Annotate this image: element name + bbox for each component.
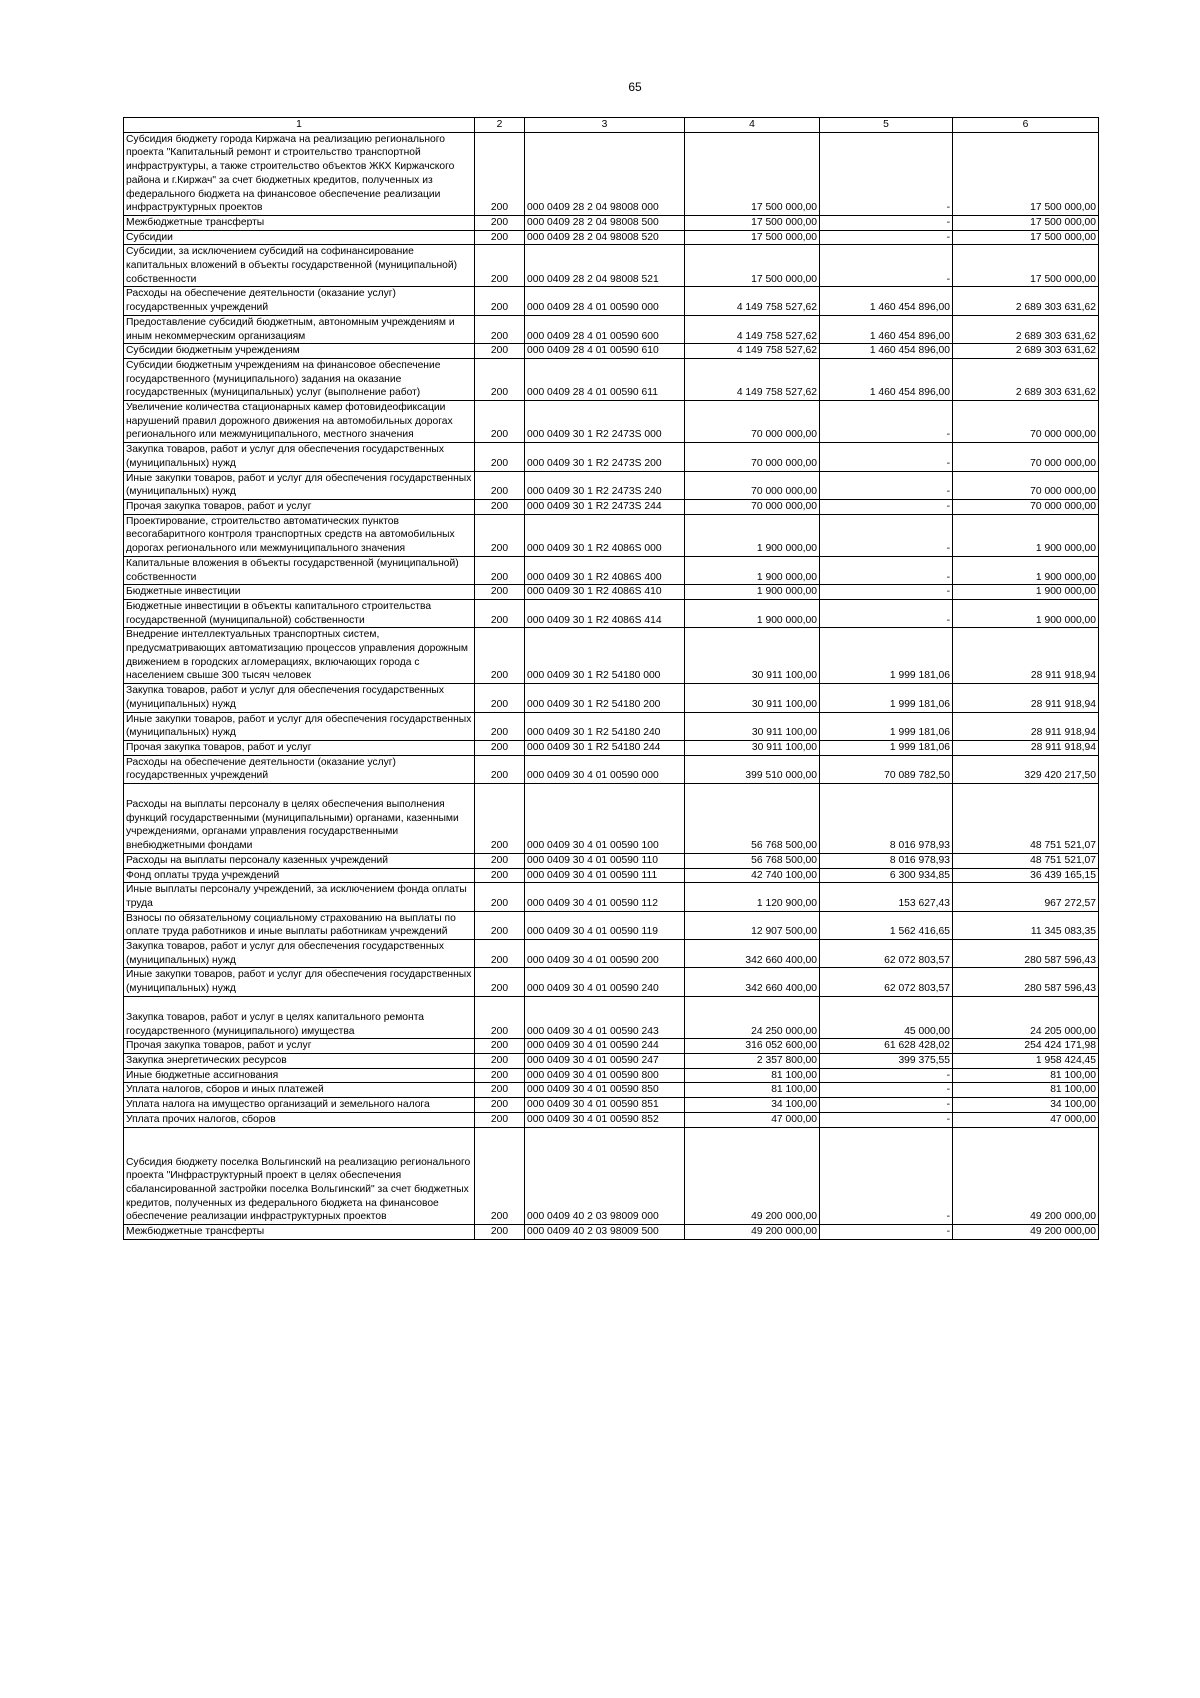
row-col6-cell: 48 751 521,07 — [953, 784, 1099, 854]
row-code-cell: 000 0409 30 1 R2 54180 200 — [525, 684, 685, 712]
row-col6-cell: 254 424 171,98 — [953, 1039, 1099, 1054]
row-code-cell: 000 0409 30 4 01 00590 244 — [525, 1039, 685, 1054]
row-col4-cell: 1 900 000,00 — [685, 585, 820, 600]
row-grbs-cell: 200 — [475, 1225, 525, 1240]
row-code-cell: 000 0409 30 1 R2 4086S 414 — [525, 599, 685, 627]
column-header: 3 — [525, 118, 685, 133]
table-row — [124, 628, 1099, 684]
row-col4-cell: 56 768 500,00 — [685, 853, 820, 868]
row-col6-cell: 967 272,57 — [953, 883, 1099, 911]
page-number: 65 — [628, 80, 642, 94]
row-name-cell — [124, 996, 475, 1038]
row-name-cell: Прочая закупка товаров, работ и услуг — [124, 1039, 475, 1054]
row-col6-cell: 17 500 000,00 — [953, 245, 1099, 287]
row-col4-cell: 30 911 100,00 — [685, 684, 820, 712]
row-grbs-cell: 200 — [475, 740, 525, 755]
row-grbs-cell: 200 — [475, 499, 525, 514]
row-grbs-cell: 200 — [475, 556, 525, 584]
cell-gap — [126, 997, 472, 1011]
row-col5-cell: - — [820, 1098, 953, 1113]
row-col5-cell: 62 072 803,57 — [820, 940, 953, 968]
row-col6-cell: 24 205 000,00 — [953, 996, 1099, 1038]
row-col4-cell: 81 100,00 — [685, 1068, 820, 1083]
row-name-cell: Иные закупки товаров, работ и услуг для обеспечения государственных (муниципальных) нужд — [124, 471, 475, 499]
budget-table — [123, 117, 1099, 1240]
table-row — [124, 132, 1099, 215]
row-grbs-cell: 200 — [475, 215, 525, 230]
table-row — [124, 740, 1099, 755]
row-col4-cell: 399 510 000,00 — [685, 755, 820, 783]
row-col6-cell: 17 500 000,00 — [953, 132, 1099, 215]
table-row — [124, 556, 1099, 584]
row-col5-cell: - — [820, 245, 953, 287]
table-row — [124, 784, 1099, 854]
table-row — [124, 599, 1099, 627]
row-name-cell: Субсидия бюджету города Киржача на реализацию регионального проекта "Капитальный ремонт и строительство транспортной инфраструктуры, а также строительство объектов ЖКХ Киржачского района и г.Киржач" за счет бюджетных кредитов, полученных из федерального бюджета на финансовое обеспечение реализации инфраструктурных проектов — [124, 132, 475, 215]
row-code-cell: 000 0409 30 4 01 00590 000 — [525, 755, 685, 783]
row-code-cell: 000 0409 30 4 01 00590 100 — [525, 784, 685, 854]
table-row — [124, 1083, 1099, 1098]
row-name-text: Расходы на выплаты персоналу в целях обеспечения выполнения функций государственными (муниципальными) органами, казенными учреждениями, органами управления государственными внебюджетными фондами — [126, 799, 459, 852]
row-col6-cell: 280 587 596,43 — [953, 940, 1099, 968]
table-row — [124, 499, 1099, 514]
row-col4-cell: 1 900 000,00 — [685, 556, 820, 584]
row-name-cell: Межбюджетные трансферты — [124, 1225, 475, 1240]
row-col4-cell: 47 000,00 — [685, 1112, 820, 1127]
row-col6-cell: 70 000 000,00 — [953, 401, 1099, 443]
row-col6-cell: 1 900 000,00 — [953, 514, 1099, 556]
row-grbs-cell: 200 — [475, 514, 525, 556]
row-col4-cell: 1 120 900,00 — [685, 883, 820, 911]
cell-gap — [126, 1128, 472, 1156]
row-code-cell: 000 0409 30 1 R2 4086S 400 — [525, 556, 685, 584]
row-col4-cell: 49 200 000,00 — [685, 1127, 820, 1225]
row-name-cell: Иные бюджетные ассигнования — [124, 1068, 475, 1083]
column-header: 2 — [475, 118, 525, 133]
row-name-cell: Межбюджетные трансферты — [124, 215, 475, 230]
row-code-cell: 000 0409 30 4 01 00590 800 — [525, 1068, 685, 1083]
row-grbs-cell: 200 — [475, 1083, 525, 1098]
row-grbs-cell: 200 — [475, 1127, 525, 1225]
row-grbs-cell: 200 — [475, 968, 525, 996]
table-row — [124, 471, 1099, 499]
row-grbs-cell: 200 — [475, 1039, 525, 1054]
row-code-cell: 000 0409 28 2 04 98008 521 — [525, 245, 685, 287]
row-grbs-cell: 200 — [475, 245, 525, 287]
row-col6-cell: 81 100,00 — [953, 1083, 1099, 1098]
column-header: 4 — [685, 118, 820, 133]
row-name-cell: Расходы на обеспечение деятельности (оказание услуг) государственных учреждений — [124, 287, 475, 315]
row-grbs-cell: 200 — [475, 1068, 525, 1083]
table-row — [124, 883, 1099, 911]
row-grbs-cell: 200 — [475, 287, 525, 315]
row-name-text: Субсидия бюджету поселка Вольгинский на реализацию регионального проекта "Инфраструктурный проект в целях обеспечения сбалансированной застройки поселка Вольгинский" за счет бюджетных кредитов, полученных из федерального бюджета на финансовое обеспечение реализации инфраструктурных проектов — [126, 1156, 471, 1223]
row-name-cell: Закупка энергетических ресурсов — [124, 1054, 475, 1069]
table-row — [124, 1127, 1099, 1225]
row-col5-cell: - — [820, 499, 953, 514]
row-code-cell: 000 0409 30 1 R2 2473S 000 — [525, 401, 685, 443]
row-code-cell: 000 0409 30 4 01 00590 112 — [525, 883, 685, 911]
row-code-cell: 000 0409 30 1 R2 54180 240 — [525, 712, 685, 740]
column-header: 6 — [953, 118, 1099, 133]
row-col6-cell: 28 911 918,94 — [953, 684, 1099, 712]
row-col4-cell: 342 660 400,00 — [685, 940, 820, 968]
row-col4-cell: 4 149 758 527,62 — [685, 287, 820, 315]
row-name-cell: Иные выплаты персоналу учреждений, за исключением фонда оплаты труда — [124, 883, 475, 911]
row-grbs-cell: 200 — [475, 684, 525, 712]
table-row — [124, 215, 1099, 230]
row-col4-cell: 30 911 100,00 — [685, 740, 820, 755]
row-code-cell: 000 0409 30 1 R2 4086S 000 — [525, 514, 685, 556]
row-code-cell: 000 0409 30 1 R2 54180 000 — [525, 628, 685, 684]
row-col5-cell: - — [820, 471, 953, 499]
row-code-cell: 000 0409 28 4 01 00590 000 — [525, 287, 685, 315]
table-row — [124, 968, 1099, 996]
row-col6-cell: 17 500 000,00 — [953, 230, 1099, 245]
row-col6-cell: 49 200 000,00 — [953, 1127, 1099, 1225]
row-col6-cell: 70 000 000,00 — [953, 471, 1099, 499]
row-name-cell: Закупка товаров, работ и услуг для обеспечения государственных (муниципальных) нужд — [124, 684, 475, 712]
row-code-cell: 000 0409 28 2 04 98008 500 — [525, 215, 685, 230]
column-header: 5 — [820, 118, 953, 133]
row-code-cell: 000 0409 30 1 R2 2473S 200 — [525, 443, 685, 471]
row-col6-cell: 1 958 424,45 — [953, 1054, 1099, 1069]
row-col6-cell: 81 100,00 — [953, 1068, 1099, 1083]
row-grbs-cell: 200 — [475, 401, 525, 443]
table-row — [124, 514, 1099, 556]
row-name-cell: Уплата прочих налогов, сборов — [124, 1112, 475, 1127]
table-row — [124, 287, 1099, 315]
row-col5-cell: - — [820, 1112, 953, 1127]
table-row — [124, 230, 1099, 245]
row-col5-cell: - — [820, 1127, 953, 1225]
table-row — [124, 755, 1099, 783]
table-row — [124, 1112, 1099, 1127]
row-grbs-cell: 200 — [475, 230, 525, 245]
table-row — [124, 358, 1099, 400]
table-row — [124, 996, 1099, 1038]
row-col4-cell: 81 100,00 — [685, 1083, 820, 1098]
row-col6-cell: 70 000 000,00 — [953, 443, 1099, 471]
row-name-cell: Иные закупки товаров, работ и услуг для обеспечения государственных (муниципальных) нужд — [124, 712, 475, 740]
table-row — [124, 443, 1099, 471]
row-col4-cell: 1 900 000,00 — [685, 599, 820, 627]
row-col5-cell: - — [820, 401, 953, 443]
row-code-cell: 000 0409 30 1 R2 54180 244 — [525, 740, 685, 755]
row-grbs-cell: 200 — [475, 599, 525, 627]
row-col4-cell: 17 500 000,00 — [685, 245, 820, 287]
row-code-cell: 000 0409 40 2 03 98009 000 — [525, 1127, 685, 1225]
row-col6-cell: 280 587 596,43 — [953, 968, 1099, 996]
row-col4-cell: 17 500 000,00 — [685, 132, 820, 215]
row-grbs-cell: 200 — [475, 911, 525, 939]
row-code-cell: 000 0409 28 2 04 98008 520 — [525, 230, 685, 245]
row-grbs-cell: 200 — [475, 712, 525, 740]
row-name-cell: Уплата налогов, сборов и иных платежей — [124, 1083, 475, 1098]
row-col4-cell: 30 911 100,00 — [685, 628, 820, 684]
row-name-cell: Иные закупки товаров, работ и услуг для обеспечения государственных (муниципальных) нужд — [124, 968, 475, 996]
row-col6-cell: 70 000 000,00 — [953, 499, 1099, 514]
row-col5-cell: 399 375,55 — [820, 1054, 953, 1069]
row-col5-cell: - — [820, 556, 953, 584]
row-grbs-cell: 200 — [475, 996, 525, 1038]
row-grbs-cell: 200 — [475, 868, 525, 883]
table-row — [124, 344, 1099, 359]
table-row — [124, 1068, 1099, 1083]
row-col5-cell: - — [820, 443, 953, 471]
row-col6-cell: 28 911 918,94 — [953, 740, 1099, 755]
row-col5-cell: 1 460 454 896,00 — [820, 315, 953, 343]
row-col5-cell: 8 016 978,93 — [820, 853, 953, 868]
row-col5-cell: - — [820, 215, 953, 230]
row-name-cell: Закупка товаров, работ и услуг для обеспечения государственных (муниципальных) нужд — [124, 443, 475, 471]
row-col5-cell: 62 072 803,57 — [820, 968, 953, 996]
row-col5-cell: - — [820, 585, 953, 600]
row-name-cell: Прочая закупка товаров, работ и услуг — [124, 740, 475, 755]
row-grbs-cell: 200 — [475, 940, 525, 968]
row-col6-cell: 48 751 521,07 — [953, 853, 1099, 868]
row-code-cell: 000 0409 30 4 01 00590 243 — [525, 996, 685, 1038]
row-col4-cell: 42 740 100,00 — [685, 868, 820, 883]
row-col6-cell: 49 200 000,00 — [953, 1225, 1099, 1240]
table-row — [124, 911, 1099, 939]
row-col6-cell: 329 420 217,50 — [953, 755, 1099, 783]
table-row — [124, 868, 1099, 883]
row-col4-cell: 4 149 758 527,62 — [685, 358, 820, 400]
table-row — [124, 315, 1099, 343]
row-col6-cell: 2 689 303 631,62 — [953, 358, 1099, 400]
table-row — [124, 1225, 1099, 1240]
row-col5-cell: 1 460 454 896,00 — [820, 358, 953, 400]
row-col6-cell: 1 900 000,00 — [953, 599, 1099, 627]
row-grbs-cell: 200 — [475, 315, 525, 343]
row-col4-cell: 49 200 000,00 — [685, 1225, 820, 1240]
row-name-cell: Прочая закупка товаров, работ и услуг — [124, 499, 475, 514]
row-col5-cell: 1 460 454 896,00 — [820, 344, 953, 359]
row-code-cell: 000 0409 30 1 R2 4086S 410 — [525, 585, 685, 600]
row-name-cell: Взносы по обязательному социальному страхованию на выплаты по оплате труда работников и иные выплаты работникам учреждений — [124, 911, 475, 939]
row-code-cell: 000 0409 30 1 R2 2473S 240 — [525, 471, 685, 499]
row-code-cell: 000 0409 28 4 01 00590 611 — [525, 358, 685, 400]
row-col5-cell: 153 627,43 — [820, 883, 953, 911]
row-col6-cell: 11 345 083,35 — [953, 911, 1099, 939]
row-name-cell: Уплата налога на имущество организаций и земельного налога — [124, 1098, 475, 1113]
row-name-cell — [124, 784, 475, 854]
row-grbs-cell: 200 — [475, 1054, 525, 1069]
table-row — [124, 684, 1099, 712]
row-name-cell: Бюджетные инвестиции — [124, 585, 475, 600]
row-grbs-cell: 200 — [475, 132, 525, 215]
row-code-cell: 000 0409 30 4 01 00590 851 — [525, 1098, 685, 1113]
row-col4-cell: 56 768 500,00 — [685, 784, 820, 854]
row-grbs-cell: 200 — [475, 628, 525, 684]
row-col5-cell: - — [820, 1225, 953, 1240]
row-col4-cell: 70 000 000,00 — [685, 401, 820, 443]
row-col6-cell: 28 911 918,94 — [953, 712, 1099, 740]
row-col5-cell: - — [820, 599, 953, 627]
row-col5-cell: - — [820, 230, 953, 245]
row-code-cell: 000 0409 30 4 01 00590 247 — [525, 1054, 685, 1069]
row-col4-cell: 70 000 000,00 — [685, 471, 820, 499]
row-code-cell: 000 0409 28 2 04 98008 000 — [525, 132, 685, 215]
row-grbs-cell: 200 — [475, 784, 525, 854]
row-col5-cell: 70 089 782,50 — [820, 755, 953, 783]
row-col5-cell: 6 300 934,85 — [820, 868, 953, 883]
row-col4-cell: 316 052 600,00 — [685, 1039, 820, 1054]
row-col4-cell: 70 000 000,00 — [685, 499, 820, 514]
row-code-cell: 000 0409 30 4 01 00590 850 — [525, 1083, 685, 1098]
row-col5-cell: 45 000,00 — [820, 996, 953, 1038]
row-name-cell: Увеличение количества стационарных камер фотовидеофиксации нарушений правил дорожного движения на автомобильных дорогах регионального или межмуниципального, местного значения — [124, 401, 475, 443]
row-name-cell: Капитальные вложения в объекты государственной (муниципальной) собственности — [124, 556, 475, 584]
row-name-cell: Предоставление субсидий бюджетным, автономным учреждениям и иным некоммерческим организациям — [124, 315, 475, 343]
table-row — [124, 401, 1099, 443]
row-name-cell: Субсидии бюджетным учреждениям — [124, 344, 475, 359]
row-col4-cell: 34 100,00 — [685, 1098, 820, 1113]
column-header: 1 — [124, 118, 475, 133]
table-body — [124, 132, 1099, 1239]
row-col4-cell: 4 149 758 527,62 — [685, 344, 820, 359]
row-col4-cell: 2 357 800,00 — [685, 1054, 820, 1069]
row-col5-cell: 1 999 181,06 — [820, 628, 953, 684]
row-grbs-cell: 200 — [475, 358, 525, 400]
row-name-cell: Закупка товаров, работ и услуг для обеспечения государственных (муниципальных) нужд — [124, 940, 475, 968]
row-name-cell: Фонд оплаты труда учреждений — [124, 868, 475, 883]
row-col5-cell: 8 016 978,93 — [820, 784, 953, 854]
row-col6-cell: 47 000,00 — [953, 1112, 1099, 1127]
row-col4-cell: 17 500 000,00 — [685, 230, 820, 245]
row-grbs-cell: 200 — [475, 471, 525, 499]
row-name-cell: Субсидии — [124, 230, 475, 245]
row-col4-cell: 4 149 758 527,62 — [685, 315, 820, 343]
row-col4-cell: 24 250 000,00 — [685, 996, 820, 1038]
row-name-text: Закупка товаров, работ и услуг в целях капитального ремонта государственного (муниципального) имущества — [126, 1011, 425, 1037]
row-col6-cell: 28 911 918,94 — [953, 628, 1099, 684]
row-col5-cell: 61 628 428,02 — [820, 1039, 953, 1054]
row-grbs-cell: 200 — [475, 1098, 525, 1113]
table-row — [124, 940, 1099, 968]
row-code-cell: 000 0409 30 4 01 00590 110 — [525, 853, 685, 868]
row-name-cell: Бюджетные инвестиции в объекты капитального строительства государственной (муниципальной) собственности — [124, 599, 475, 627]
table-row — [124, 853, 1099, 868]
row-col6-cell: 2 689 303 631,62 — [953, 287, 1099, 315]
table-row — [124, 712, 1099, 740]
row-col5-cell: - — [820, 132, 953, 215]
row-grbs-cell: 200 — [475, 755, 525, 783]
row-col4-cell: 70 000 000,00 — [685, 443, 820, 471]
row-col6-cell: 1 900 000,00 — [953, 556, 1099, 584]
row-name-cell: Расходы на обеспечение деятельности (оказание услуг) государственных учреждений — [124, 755, 475, 783]
row-name-cell — [124, 1127, 475, 1225]
row-col5-cell: 1 562 416,65 — [820, 911, 953, 939]
row-code-cell: 000 0409 28 4 01 00590 600 — [525, 315, 685, 343]
table-row — [124, 245, 1099, 287]
row-col4-cell: 1 900 000,00 — [685, 514, 820, 556]
row-code-cell: 000 0409 30 4 01 00590 240 — [525, 968, 685, 996]
row-name-cell: Субсидии, за исключением субсидий на софинансирование капитальных вложений в объекты государственной (муниципальной) собственности — [124, 245, 475, 287]
row-code-cell: 000 0409 30 4 01 00590 111 — [525, 868, 685, 883]
row-code-cell: 000 0409 40 2 03 98009 500 — [525, 1225, 685, 1240]
row-col6-cell: 1 900 000,00 — [953, 585, 1099, 600]
row-col4-cell: 12 907 500,00 — [685, 911, 820, 939]
row-col4-cell: 342 660 400,00 — [685, 968, 820, 996]
table-row — [124, 585, 1099, 600]
row-grbs-cell: 200 — [475, 1112, 525, 1127]
table-row — [124, 1054, 1099, 1069]
row-grbs-cell: 200 — [475, 344, 525, 359]
row-code-cell: 000 0409 30 1 R2 2473S 244 — [525, 499, 685, 514]
row-col6-cell: 36 439 165,15 — [953, 868, 1099, 883]
cell-gap — [126, 784, 472, 798]
row-name-cell: Внедрение интеллектуальных транспортных систем, предусматривающих автоматизацию процессов управления дорожным движением в городских агломерациях, включающих города с населением свыше 300 тысяч человек — [124, 628, 475, 684]
row-name-cell: Расходы на выплаты персоналу казенных учреждений — [124, 853, 475, 868]
row-col5-cell: 1 999 181,06 — [820, 684, 953, 712]
row-col6-cell: 34 100,00 — [953, 1098, 1099, 1113]
row-name-cell: Проектирование, строительство автоматических пунктов весогабаритного контроля транспортных средств на автомобильных дорогах регионального или межмуниципального значения — [124, 514, 475, 556]
row-code-cell: 000 0409 30 4 01 00590 852 — [525, 1112, 685, 1127]
row-col5-cell: 1 460 454 896,00 — [820, 287, 953, 315]
row-grbs-cell: 200 — [475, 585, 525, 600]
row-col4-cell: 17 500 000,00 — [685, 215, 820, 230]
row-col5-cell: - — [820, 514, 953, 556]
row-col4-cell: 30 911 100,00 — [685, 712, 820, 740]
table-row — [124, 1098, 1099, 1113]
row-grbs-cell: 200 — [475, 883, 525, 911]
row-name-cell: Субсидии бюджетным учреждениям на финансовое обеспечение государственного (муниципального) задания на оказание государственных (муниципальных) услуг (выполнение работ) — [124, 358, 475, 400]
row-col6-cell: 2 689 303 631,62 — [953, 344, 1099, 359]
table-header-row — [124, 118, 1099, 133]
row-code-cell: 000 0409 28 4 01 00590 610 — [525, 344, 685, 359]
table-row — [124, 1039, 1099, 1054]
row-code-cell: 000 0409 30 4 01 00590 200 — [525, 940, 685, 968]
row-col5-cell: - — [820, 1083, 953, 1098]
row-grbs-cell: 200 — [475, 853, 525, 868]
row-col5-cell: 1 999 181,06 — [820, 712, 953, 740]
row-code-cell: 000 0409 30 4 01 00590 119 — [525, 911, 685, 939]
row-col5-cell: 1 999 181,06 — [820, 740, 953, 755]
row-col5-cell: - — [820, 1068, 953, 1083]
row-grbs-cell: 200 — [475, 443, 525, 471]
row-col6-cell: 2 689 303 631,62 — [953, 315, 1099, 343]
row-col6-cell: 17 500 000,00 — [953, 215, 1099, 230]
